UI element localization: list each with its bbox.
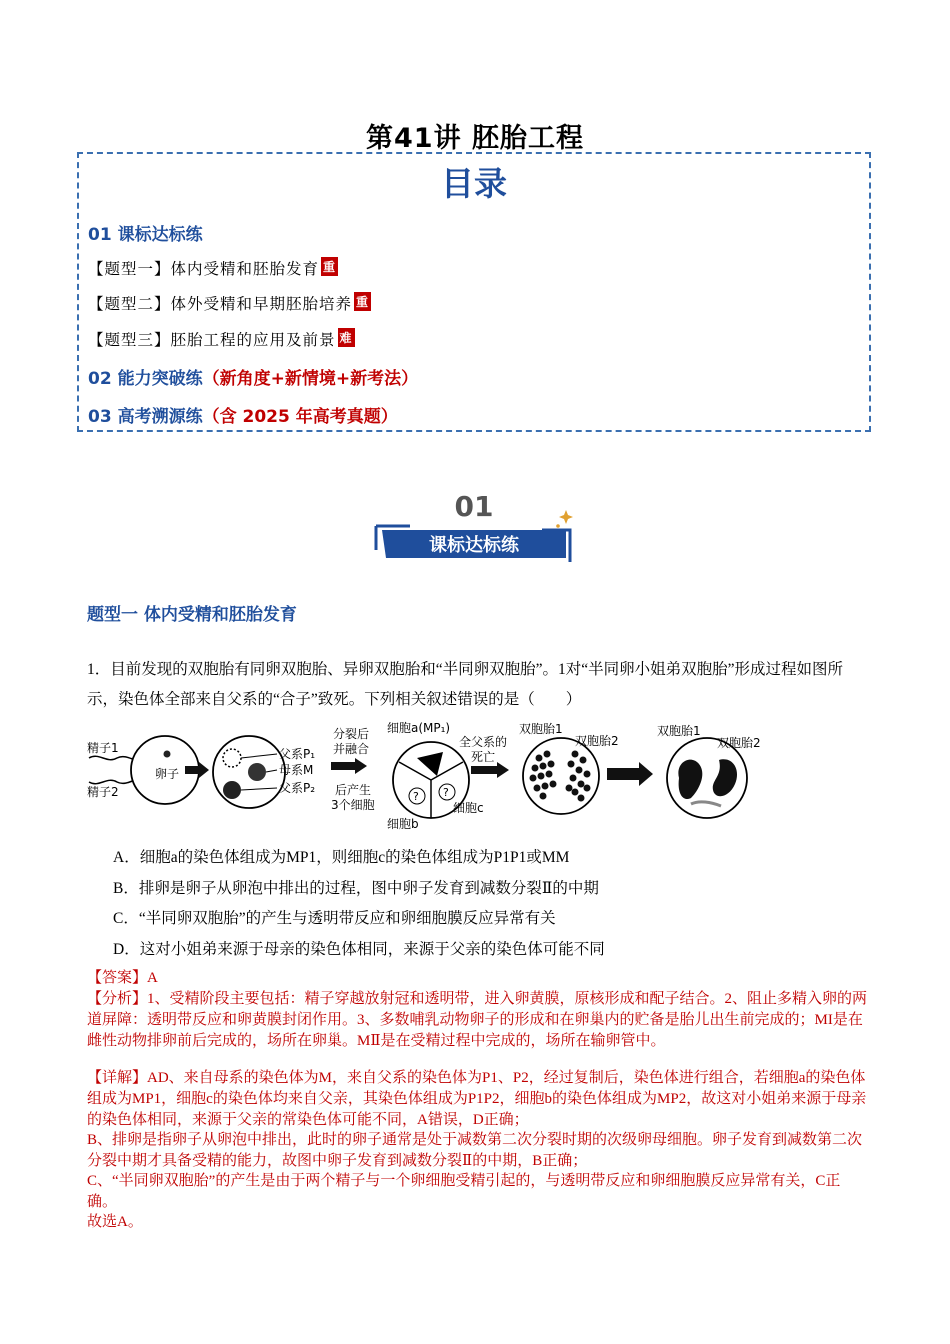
- section-banner: [370, 488, 582, 568]
- label-m: 母系M: [279, 763, 314, 777]
- question-type-heading: 题型一 体内受精和胚胎发育: [87, 605, 297, 625]
- toc-item-label: 【题型一】体内受精和胚胎发育: [88, 260, 320, 278]
- label-twin2: 双胞胎2: [575, 734, 619, 748]
- arrow-4-icon: [607, 762, 653, 786]
- pronucleus-m: [248, 763, 266, 781]
- toc-item-label: 【题型二】体外受精和早期胚胎培养: [88, 295, 353, 313]
- toc-item-type1[interactable]: [88, 257, 338, 279]
- toc-item-label: 【题型三】胚胎工程的应用及前景: [88, 331, 336, 349]
- toc-section-label: 03 高考溯源练: [88, 407, 203, 427]
- arrow-3-icon: [471, 762, 509, 778]
- sparkle-dot-icon: [556, 524, 560, 528]
- question-stem: 1．目前发现的双胞胎有同卵双胞胎、异卵双胞胎和“半同卵双胞胎”。1对“半同卵小姐弟双胞胎”形成过程如图所示，染色体全部来自父系的“合子”致死。下列相关叙述错误的是（ ）: [87, 661, 844, 708]
- arrow-2-icon: [331, 758, 367, 774]
- toc-section-label: 02 能力突破练: [88, 369, 203, 389]
- toc-section-note: （新角度+新情境+新考法）: [202, 369, 419, 389]
- table-of-contents: [77, 152, 871, 432]
- pronucleus-p1: [223, 749, 241, 767]
- semi-identical-twins-diagram: [87, 718, 767, 830]
- cell-c-question-icon: ?: [443, 786, 449, 799]
- label-twin1-final: 双胞胎1: [657, 724, 701, 738]
- answer-detail-b: B、排卵是指卵子从卵泡中排出，此时的卵子通常是处于减数第二次分裂时期的次级卵母细胞。卵子发育到减数第二次分裂中期才具备受精的能力，故图中卵子发育到减数分裂Ⅱ的中期，B正确；: [87, 1132, 863, 1169]
- option-d[interactable]: D．这对小姐弟来源于母亲的染色体相同，来源于父亲的染色体可能不同: [113, 941, 605, 958]
- option-c[interactable]: C．“半同卵双胞胎”的产生与透明带反应和卵细胞膜反应异常有关: [113, 910, 556, 927]
- answer-conclusion: 故选A。: [87, 1214, 143, 1230]
- pronucleus-p2: [223, 781, 241, 799]
- answer-detail-c: C、“半同卵双胞胎”的产生是由于两个精子与一个卵细胞受精引起的，与透明带反应和卵细胞膜反应异常有关，C正确。: [87, 1173, 841, 1210]
- toc-section-01[interactable]: 01 课标达标练: [88, 225, 203, 245]
- toc-section-03[interactable]: [88, 402, 398, 427]
- label-produce: 后产生: [335, 783, 372, 797]
- key-badge: 重: [354, 292, 371, 311]
- label-p1: 父系P₁: [279, 747, 316, 761]
- answer-detail-ad: 【详解】AD、来自母系的染色体为M，来自父系的染色体为P1、P2，经过复制后，染色体进行组合，若细胞a的染色体组成为MP1，细胞c的染色体均来自父亲，其染色体组成为P1P2，细胞b的染色体组成为MP2，故这对小姐弟来源于母亲的染色体相同，来源于父亲的常染色体可能不同，A错误，D正确；: [87, 1070, 867, 1128]
- label-sperm2: 精子2: [87, 785, 119, 799]
- banner-number: 01: [454, 490, 494, 523]
- option-a[interactable]: A．细胞a的染色体组成为MP1，则细胞c的染色体组成为P1P1或MM: [113, 849, 570, 866]
- toc-heading: 目录: [441, 164, 507, 203]
- label-sperm1: 精子1: [87, 741, 119, 755]
- banner-label: 课标达标练: [429, 535, 519, 556]
- toc-section-note: （含 2025 年高考真题）: [202, 407, 398, 427]
- label-cell-b: 细胞b: [387, 817, 419, 830]
- toc-section-02[interactable]: [88, 364, 418, 389]
- label-death: 死亡: [471, 750, 496, 764]
- toc-item-type3[interactable]: [88, 328, 355, 350]
- answer-key: 【答案】A: [87, 970, 158, 986]
- difficult-badge: 难: [338, 328, 355, 347]
- label-three-cells: 3个细胞: [331, 798, 375, 812]
- key-badge: 重: [321, 257, 338, 276]
- label-twin2-final: 双胞胎2: [717, 736, 761, 750]
- sparkle-icon: [559, 510, 573, 524]
- option-b[interactable]: B．排卵是卵子从卵泡中排出的过程，图中卵子发育到减数分裂Ⅱ的中期: [113, 880, 599, 897]
- page-title: 第41讲 胚胎工程: [366, 123, 584, 154]
- label-all-paternal: 全父系的: [459, 735, 508, 749]
- toc-item-type2[interactable]: [88, 292, 371, 314]
- label-p2: 父系P₂: [279, 781, 316, 795]
- label-cell-a: 细胞a(MP₁): [387, 721, 451, 735]
- label-cell-c: 细胞c: [453, 801, 484, 815]
- answer-analysis: 【分析】1、受精阶段主要包括：精子穿越放射冠和透明带，进入卵黄膜，原核形成和配子结合。2、阻止多精入卵的两道屏障：透明带反应和卵黄膜封闭作用。3、多数哺乳动物卵子的形成和在卵巢内的贮备是胎儿出生前完成的；MI是在雌性动物排卵前后完成的，场所在卵巢。MⅡ是在受精过程中完成的，场所在输卵管中。: [87, 991, 868, 1049]
- egg-nucleus: [164, 751, 171, 758]
- cell-b-question-icon: ?: [413, 790, 419, 803]
- label-fuse: 并融合: [333, 742, 370, 756]
- label-egg: 卵子: [155, 767, 180, 781]
- label-twin1: 双胞胎1: [519, 722, 563, 736]
- label-divide: 分裂后: [333, 727, 370, 741]
